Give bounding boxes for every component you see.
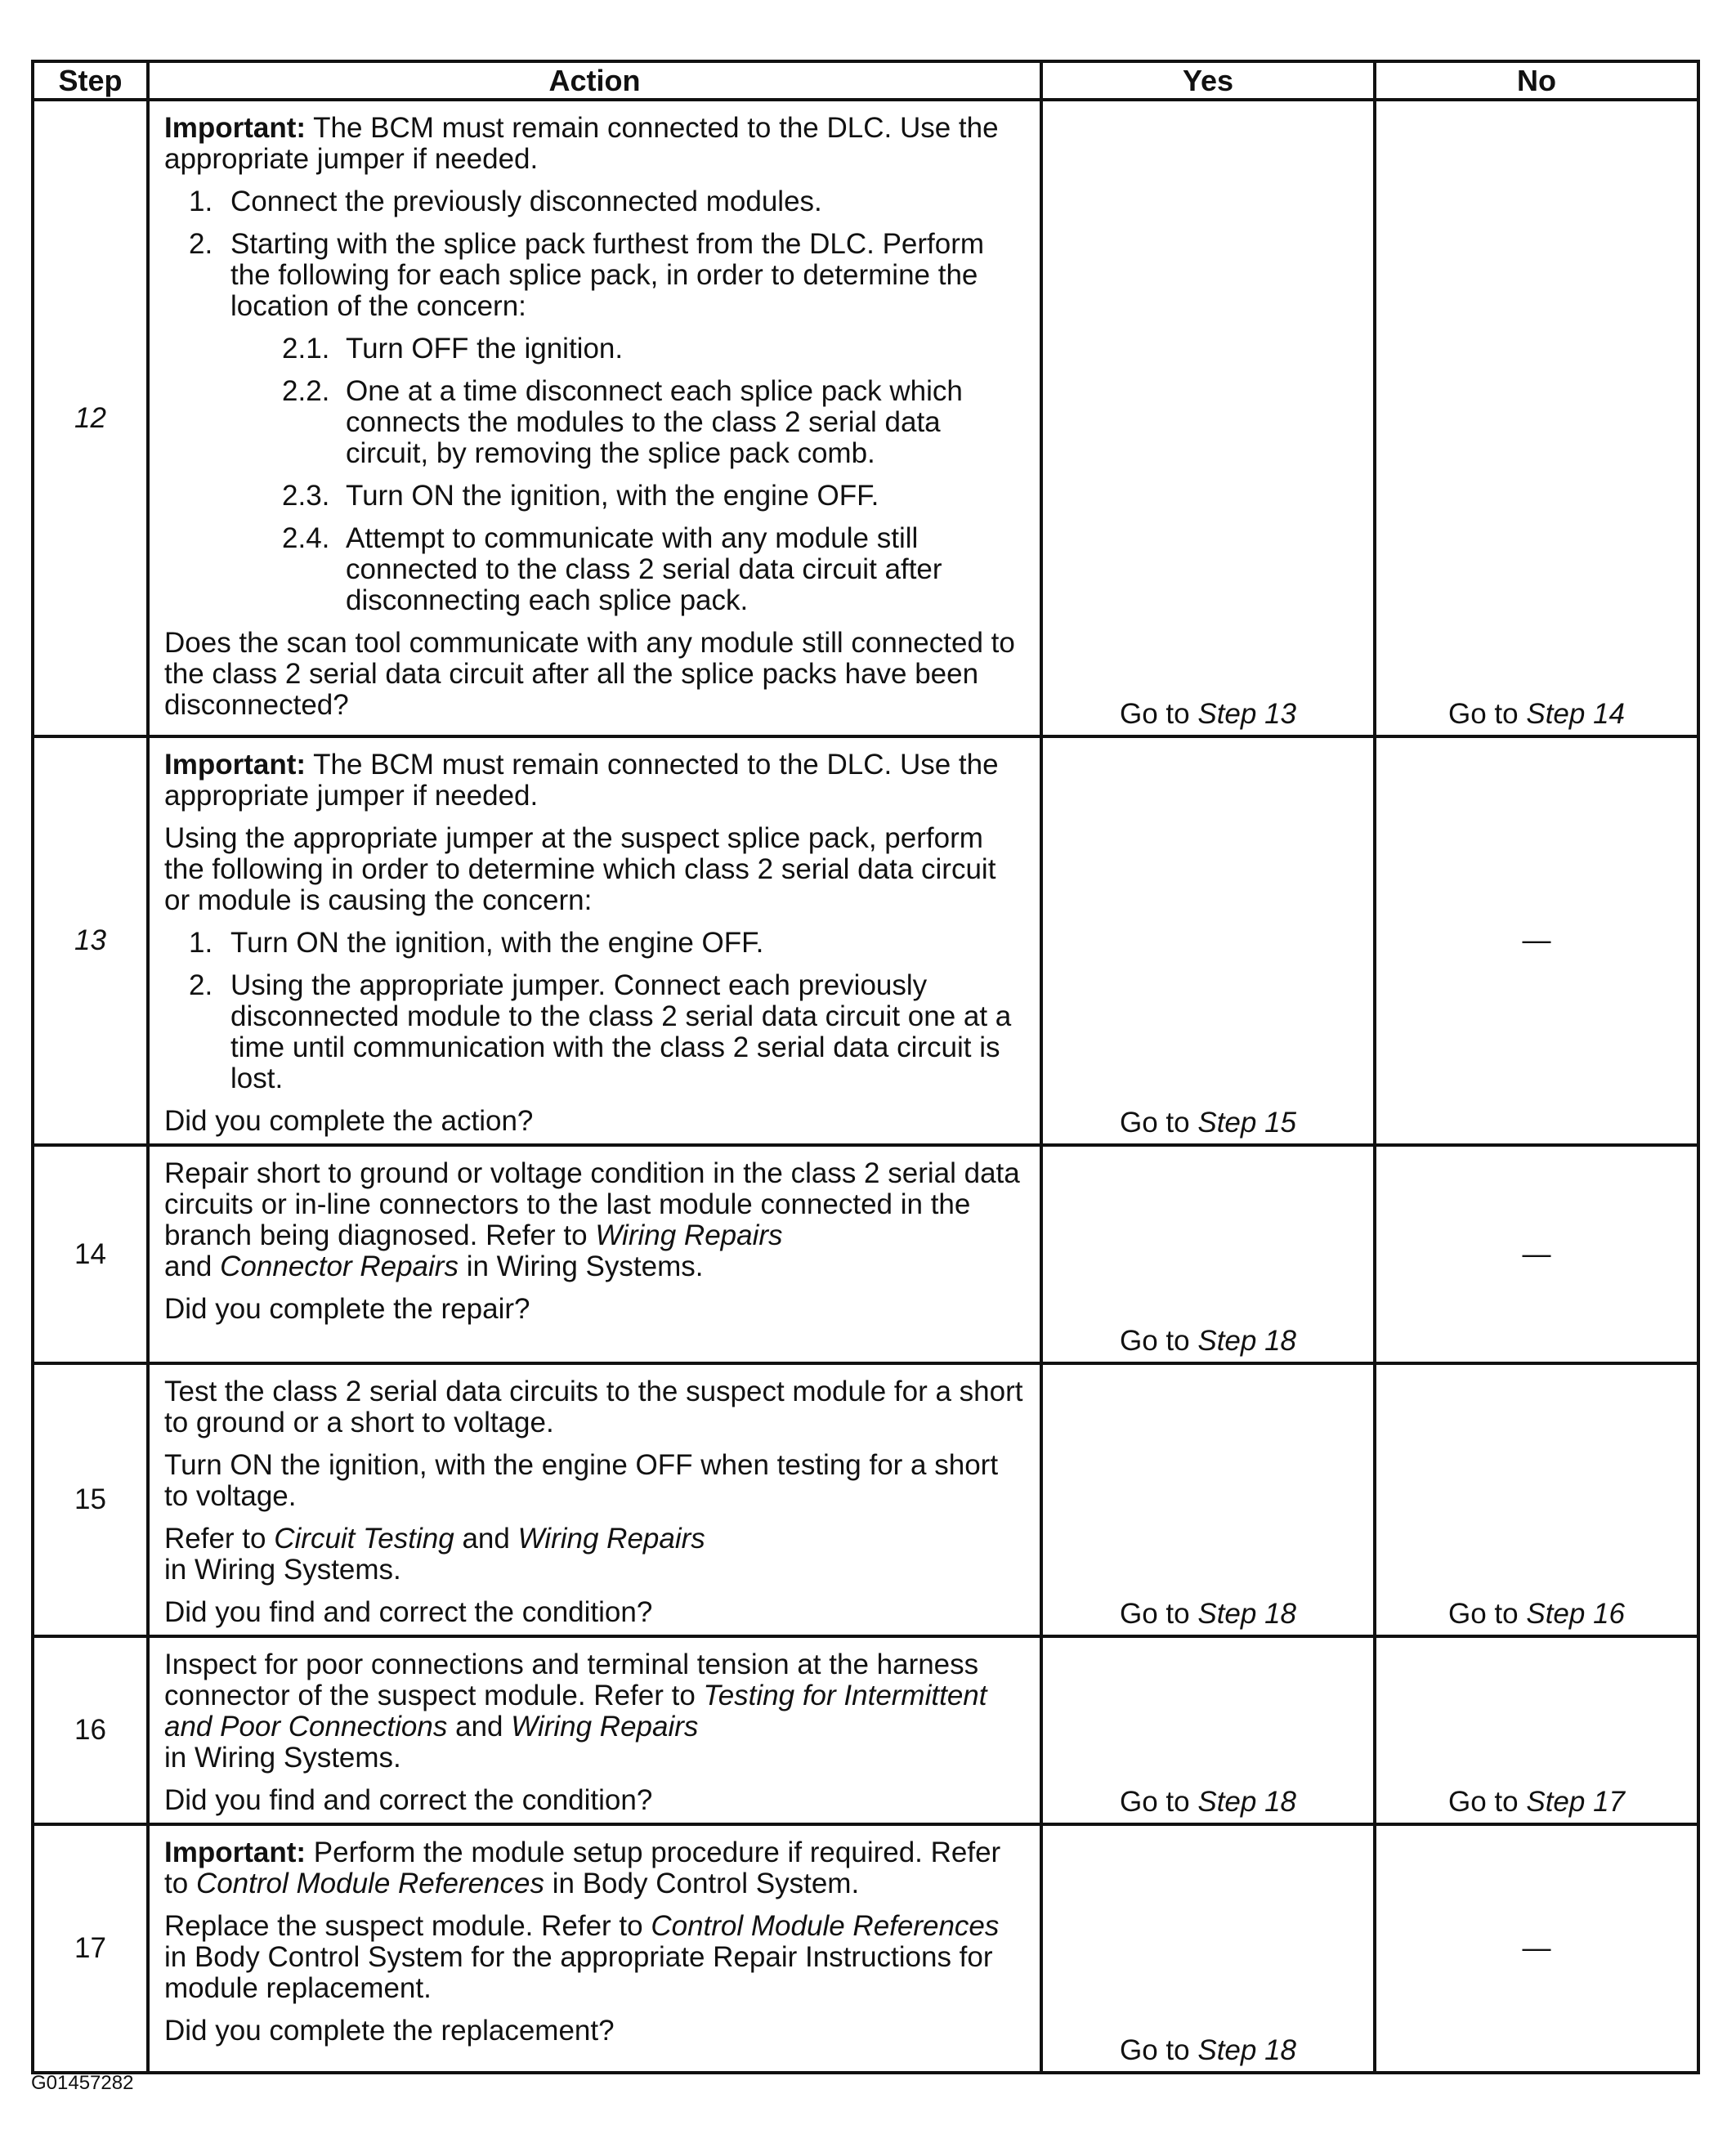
important-label: Important: [164,749,306,781]
no-cell: Go to Step 17 [1375,1636,1698,1824]
ignition-text: Turn ON the ignition, with the engine OFF when testing for a short to voltage. [164,1449,999,1512]
header-step: Step [33,61,148,100]
step-number: 17 [33,1824,148,2073]
table-row-step-12 [33,100,1698,736]
list-item: 1. Turn ON the ignition, with the engine OFF. [189,927,764,959]
yes-step-link[interactable]: Step 18 [1197,1598,1296,1630]
yes-step-link[interactable]: Step 13 [1197,698,1296,730]
question: Did you find and correct the condition? [164,1596,653,1628]
action-cell [148,1636,1041,1824]
test-text: Test the class 2 serial data circuits to the suspect module for a short to ground or a short to voltage. [164,1376,1023,1438]
ref-link[interactable]: Control Module References [195,1868,544,1899]
sub-list-item: 2.3. Turn ON the ignition, with the engine OFF. [282,480,879,512]
diagnostic-table [31,60,1700,2074]
no-cell: — [1375,736,1698,1145]
step-number: 12 [33,100,148,736]
important-label: Important: [164,112,306,144]
header-yes: Yes [1041,61,1375,100]
no-cell: Go to Step 16 [1375,1363,1698,1636]
ref-link[interactable]: Wiring Repairs [595,1219,783,1251]
table-row-step-14 [33,1145,1698,1363]
ref-link[interactable]: Control Module References [651,1910,1000,1942]
yes-cell: Go to Step 18 [1041,1636,1375,1824]
yes-cell: Go to Step 18 [1041,1824,1375,2073]
sub-list-item: 2.2. One at a time disconnect each splice pack which connects the modules to the class 2 serial data circuit, by removing the splice pack comb. [282,375,963,469]
question: Did you complete the action? [164,1105,534,1137]
reference-text: Refer to Circuit Testing and Wiring Repairs in Wiring Systems. [164,1523,705,1586]
ref-link[interactable]: Wiring Repairs [517,1523,705,1555]
question: Does the scan tool communicate with any module still connected to the class 2 serial data circuit after all the splice packs have been disconnected? [164,627,1015,721]
action-cell [148,100,1041,736]
yes-step-link[interactable]: Step 18 [1197,1325,1296,1357]
table-row-step-17 [33,1824,1698,2073]
list-item: 2. Starting with the splice pack furthest from the DLC. Perform the following for each splice pack, in order to determine the location of the concern: [189,228,985,322]
ref-link[interactable]: Connector Repairs [220,1250,459,1282]
question: Did you complete the replacement? [164,2015,615,2047]
no-cell: — [1375,1824,1698,2073]
no-step-link[interactable]: Step 14 [1526,698,1625,730]
inspect-text: Inspect for poor connections and terminal tension at the harness connector of the suspect module. Refer to Testing for Intermittent and Poor Connections and Wiring Repairs in Wiring Systems. [164,1649,987,1774]
ref-link[interactable]: Circuit Testing [274,1523,454,1555]
action-cell [148,1363,1041,1636]
yes-step-link[interactable]: Step 18 [1197,1786,1296,1818]
important-text: The BCM must remain connected to the DLC. Use the appropriate jumper if needed. [164,749,999,812]
list-item: 1. Connect the previously disconnected modules. [189,186,822,217]
header-action: Action [148,61,1041,100]
step-number: 16 [33,1636,148,1824]
header-no: No [1375,61,1698,100]
header-row [33,61,1698,100]
no-cell: — [1375,1145,1698,1363]
action-cell [148,736,1041,1145]
sub-list-item: 2.1. Turn OFF the ignition. [282,333,624,365]
yes-step-link[interactable]: Step 18 [1197,2034,1296,2066]
ref-link[interactable]: Wiring Repairs [511,1711,699,1743]
action-cell [148,1145,1041,1363]
question: Did you complete the repair? [164,1293,530,1325]
yes-cell: Go to Step 13 [1041,100,1375,736]
yes-cell: Go to Step 15 [1041,736,1375,1145]
intro-text: Using the appropriate jumper at the suspect splice pack, perform the following in order to determine which class 2 serial data circuit or module is causing the concern: [164,822,996,916]
replace-text: Replace the suspect module. Refer to Control Module References in Body Control System for the appropriate Repair Instructions for module replacement. [164,1910,1000,2004]
table-row-step-15 [33,1363,1698,1636]
list-item: 2. Using the appropriate jumper. Connect each previously disconnected module to the class 2 serial data circuit one at a time until communication with the class 2 serial data circuit is lost. [189,969,1012,1094]
question: Did you find and correct the condition? [164,1784,653,1816]
yes-cell: Go to Step 18 [1041,1363,1375,1636]
important-note [164,749,1027,812]
step-number: 14 [33,1145,148,1363]
important-note [164,113,1027,175]
repair-text: Repair short to ground or voltage condition in the class 2 serial data circuits or in-line connectors to the last module connected in the branch being diagnosed. Refer to Wiring Repairs and Connector Repairs in Wiring Systems. [164,1157,1020,1282]
figure-id: G01457282 [31,2072,134,2094]
ref-link[interactable]: Testing for Intermittent and Poor Connections [164,1680,987,1743]
no-step-link[interactable]: Step 17 [1526,1786,1625,1818]
sub-list-item: 2.4. Attempt to communicate with any module still connected to the class 2 serial data circuit after disconnecting each splice pack. [282,522,942,616]
no-step-link[interactable]: Step 16 [1526,1598,1625,1630]
no-cell: Go to Step 14 [1375,100,1698,736]
step-number: 13 [33,736,148,1145]
yes-step-link[interactable]: Step 15 [1197,1107,1296,1139]
important-label: Important: [164,1837,306,1868]
important-note: Important: Perform the module setup procedure if required. Refer to Control Module References in Body Control System. [164,1837,1001,1899]
table-row-step-13 [33,736,1698,1145]
action-cell [148,1824,1041,2073]
table-row-step-16 [33,1636,1698,1824]
important-text: The BCM must remain connected to the DLC. Use the appropriate jumper if needed. [164,112,999,175]
step-number: 15 [33,1363,148,1636]
yes-cell: Go to Step 18 [1041,1145,1375,1363]
